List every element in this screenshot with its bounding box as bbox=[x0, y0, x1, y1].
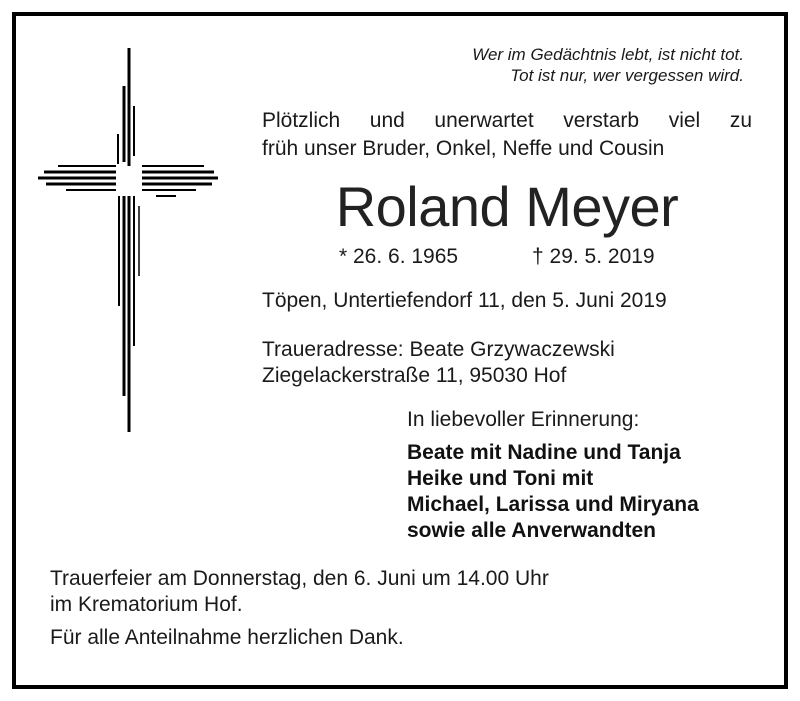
address-line-1: Traueradresse: Beate Grzywaczewski bbox=[262, 338, 615, 361]
birth-date: * 26. 6. 1965 bbox=[339, 245, 459, 268]
death-date: † 29. 5. 2019 bbox=[532, 245, 655, 268]
place-and-date: Töpen, Untertiefendorf 11, den 5. Juni 2019 bbox=[262, 289, 667, 312]
address-line-2: Ziegelackerstraße 11, 95030 Hof bbox=[262, 364, 567, 387]
family-name-line: Heike und Toni mit bbox=[407, 467, 594, 490]
family-name-line: sowie alle Anverwandten bbox=[407, 519, 656, 542]
intro-line-2: früh unser Bruder, Onkel, Neffe und Cousin bbox=[262, 137, 665, 160]
intro-text bbox=[262, 107, 752, 163]
quote-line-1: Wer im Gedächtnis lebt, ist nicht tot. bbox=[472, 45, 744, 64]
ceremony-line-1: Trauerfeier am Donnerstag, den 6. Juni um 14.00 Uhr bbox=[50, 567, 549, 590]
mourning-address bbox=[262, 337, 615, 389]
ceremony-line-2: im Krematorium Hof. bbox=[50, 593, 243, 616]
family-name-line: Michael, Larissa und Miryana bbox=[407, 493, 699, 516]
thanks-line: Für alle Anteilnahme herzlichen Dank. bbox=[50, 626, 404, 649]
funeral-ceremony bbox=[50, 566, 549, 618]
memorial-quote bbox=[404, 44, 744, 86]
intro-line-1: Plötzlich und unerwartet verstarb viel zu bbox=[262, 109, 752, 132]
family-names bbox=[407, 440, 699, 544]
deceased-name: Roland Meyer bbox=[335, 175, 679, 238]
family-name-line: Beate mit Nadine und Tanja bbox=[407, 441, 681, 464]
cross-icon bbox=[36, 46, 220, 434]
memory-label: In liebevoller Erinnerung: bbox=[407, 408, 640, 431]
quote-line-2: Tot ist nur, wer vergessen wird. bbox=[510, 66, 744, 85]
